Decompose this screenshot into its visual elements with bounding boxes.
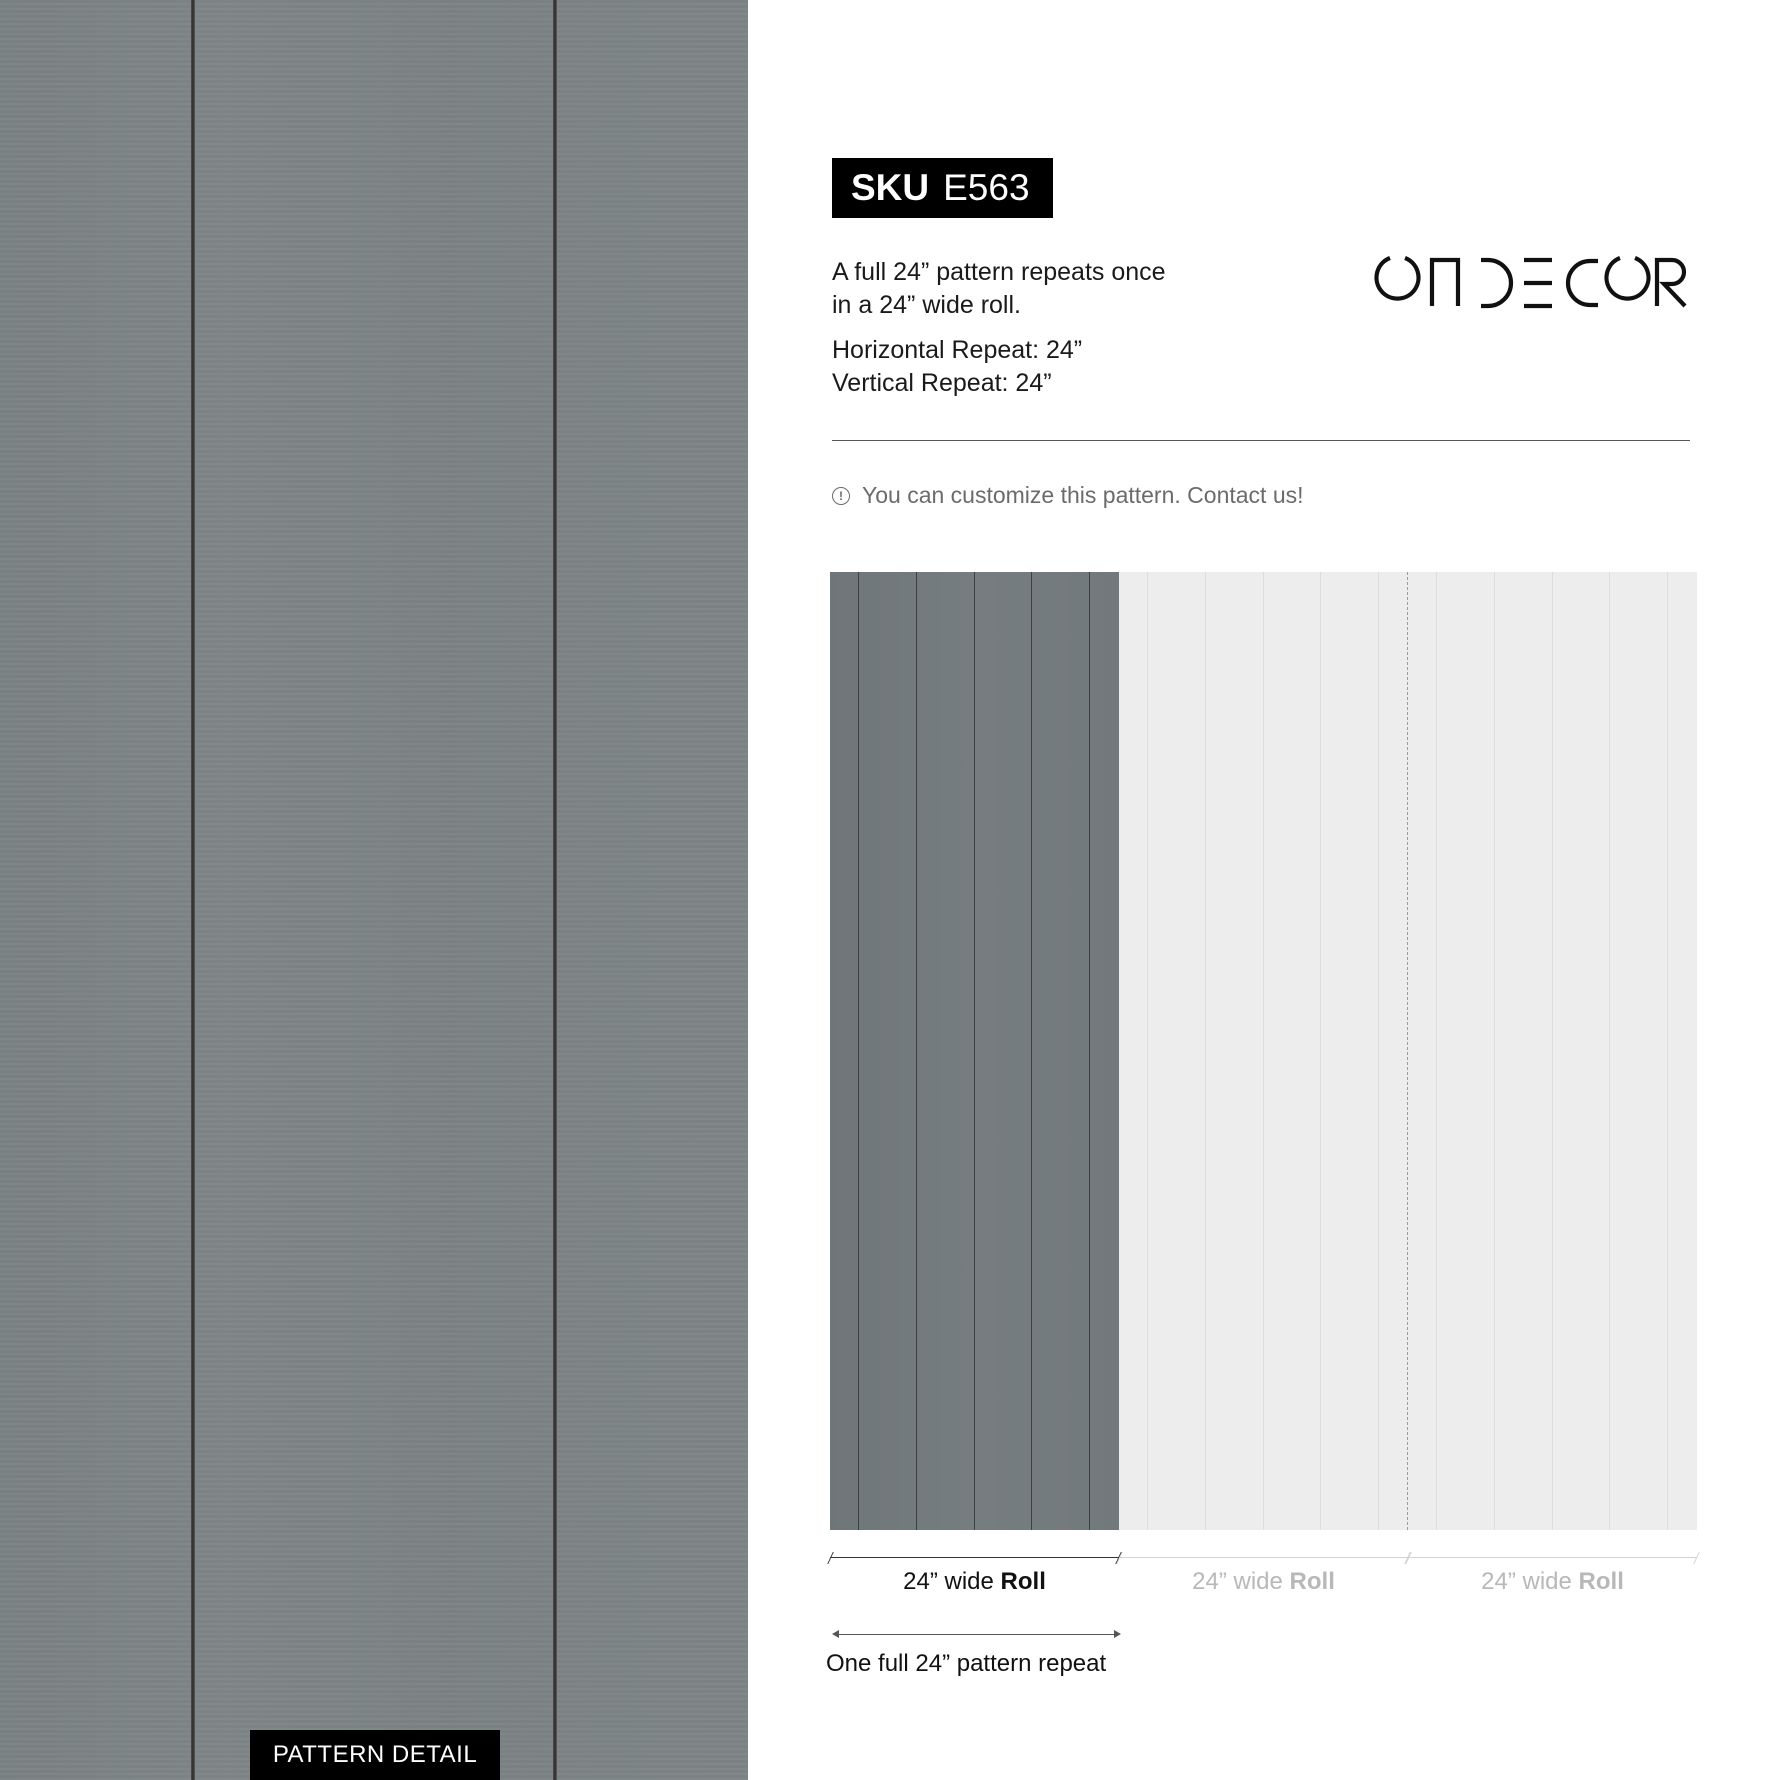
- customize-notice[interactable]: [832, 482, 1304, 509]
- roll-label: 24” wide Roll: [1192, 1568, 1335, 1595]
- roll-measure-line: [1119, 1552, 1408, 1564]
- roll-label: 24” wide Roll: [903, 1568, 1046, 1595]
- roll-label: 24” wide Roll: [1481, 1568, 1624, 1595]
- panel-groove-left: [191, 0, 195, 1780]
- panel-groove-right: [553, 0, 557, 1780]
- roll-measure-line: [830, 1552, 1119, 1564]
- pattern-detail-image: [0, 0, 748, 1780]
- roll-diagram-inactive: [1119, 572, 1408, 1530]
- description-line: A full 24” pattern repeats once: [832, 258, 1166, 286]
- info-icon: !: [832, 487, 850, 505]
- customize-notice-text: You can customize this pattern. Contact us!: [862, 482, 1304, 508]
- roll-diagram-inactive: [1408, 572, 1697, 1530]
- vertical-repeat: Vertical Repeat: 24”: [832, 369, 1052, 397]
- pattern-repeat-arrow: [832, 1630, 1121, 1640]
- pattern-detail-label: PATTERN DETAIL: [250, 1730, 500, 1780]
- horizontal-repeat: Horizontal Repeat: 24”: [832, 336, 1083, 364]
- logo-text: ONDECOR: [1374, 252, 1380, 253]
- pattern-description: [832, 256, 1282, 322]
- ondecor-wordmark-logo: [1374, 252, 1694, 312]
- description-line: in a 24” wide roll.: [832, 291, 1021, 319]
- sku-code: E563: [943, 167, 1030, 208]
- roll-diagram-active: [830, 572, 1119, 1530]
- sku-badge: [832, 158, 1053, 218]
- roll-separator-dashed: [1407, 572, 1408, 1530]
- repeat-specs: [832, 334, 1282, 400]
- roll-measure-line: [1408, 1552, 1697, 1564]
- section-divider: [832, 440, 1690, 441]
- sku-prefix: SKU: [851, 167, 930, 208]
- pattern-repeat-caption: One full 24” pattern repeat: [826, 1650, 1107, 1677]
